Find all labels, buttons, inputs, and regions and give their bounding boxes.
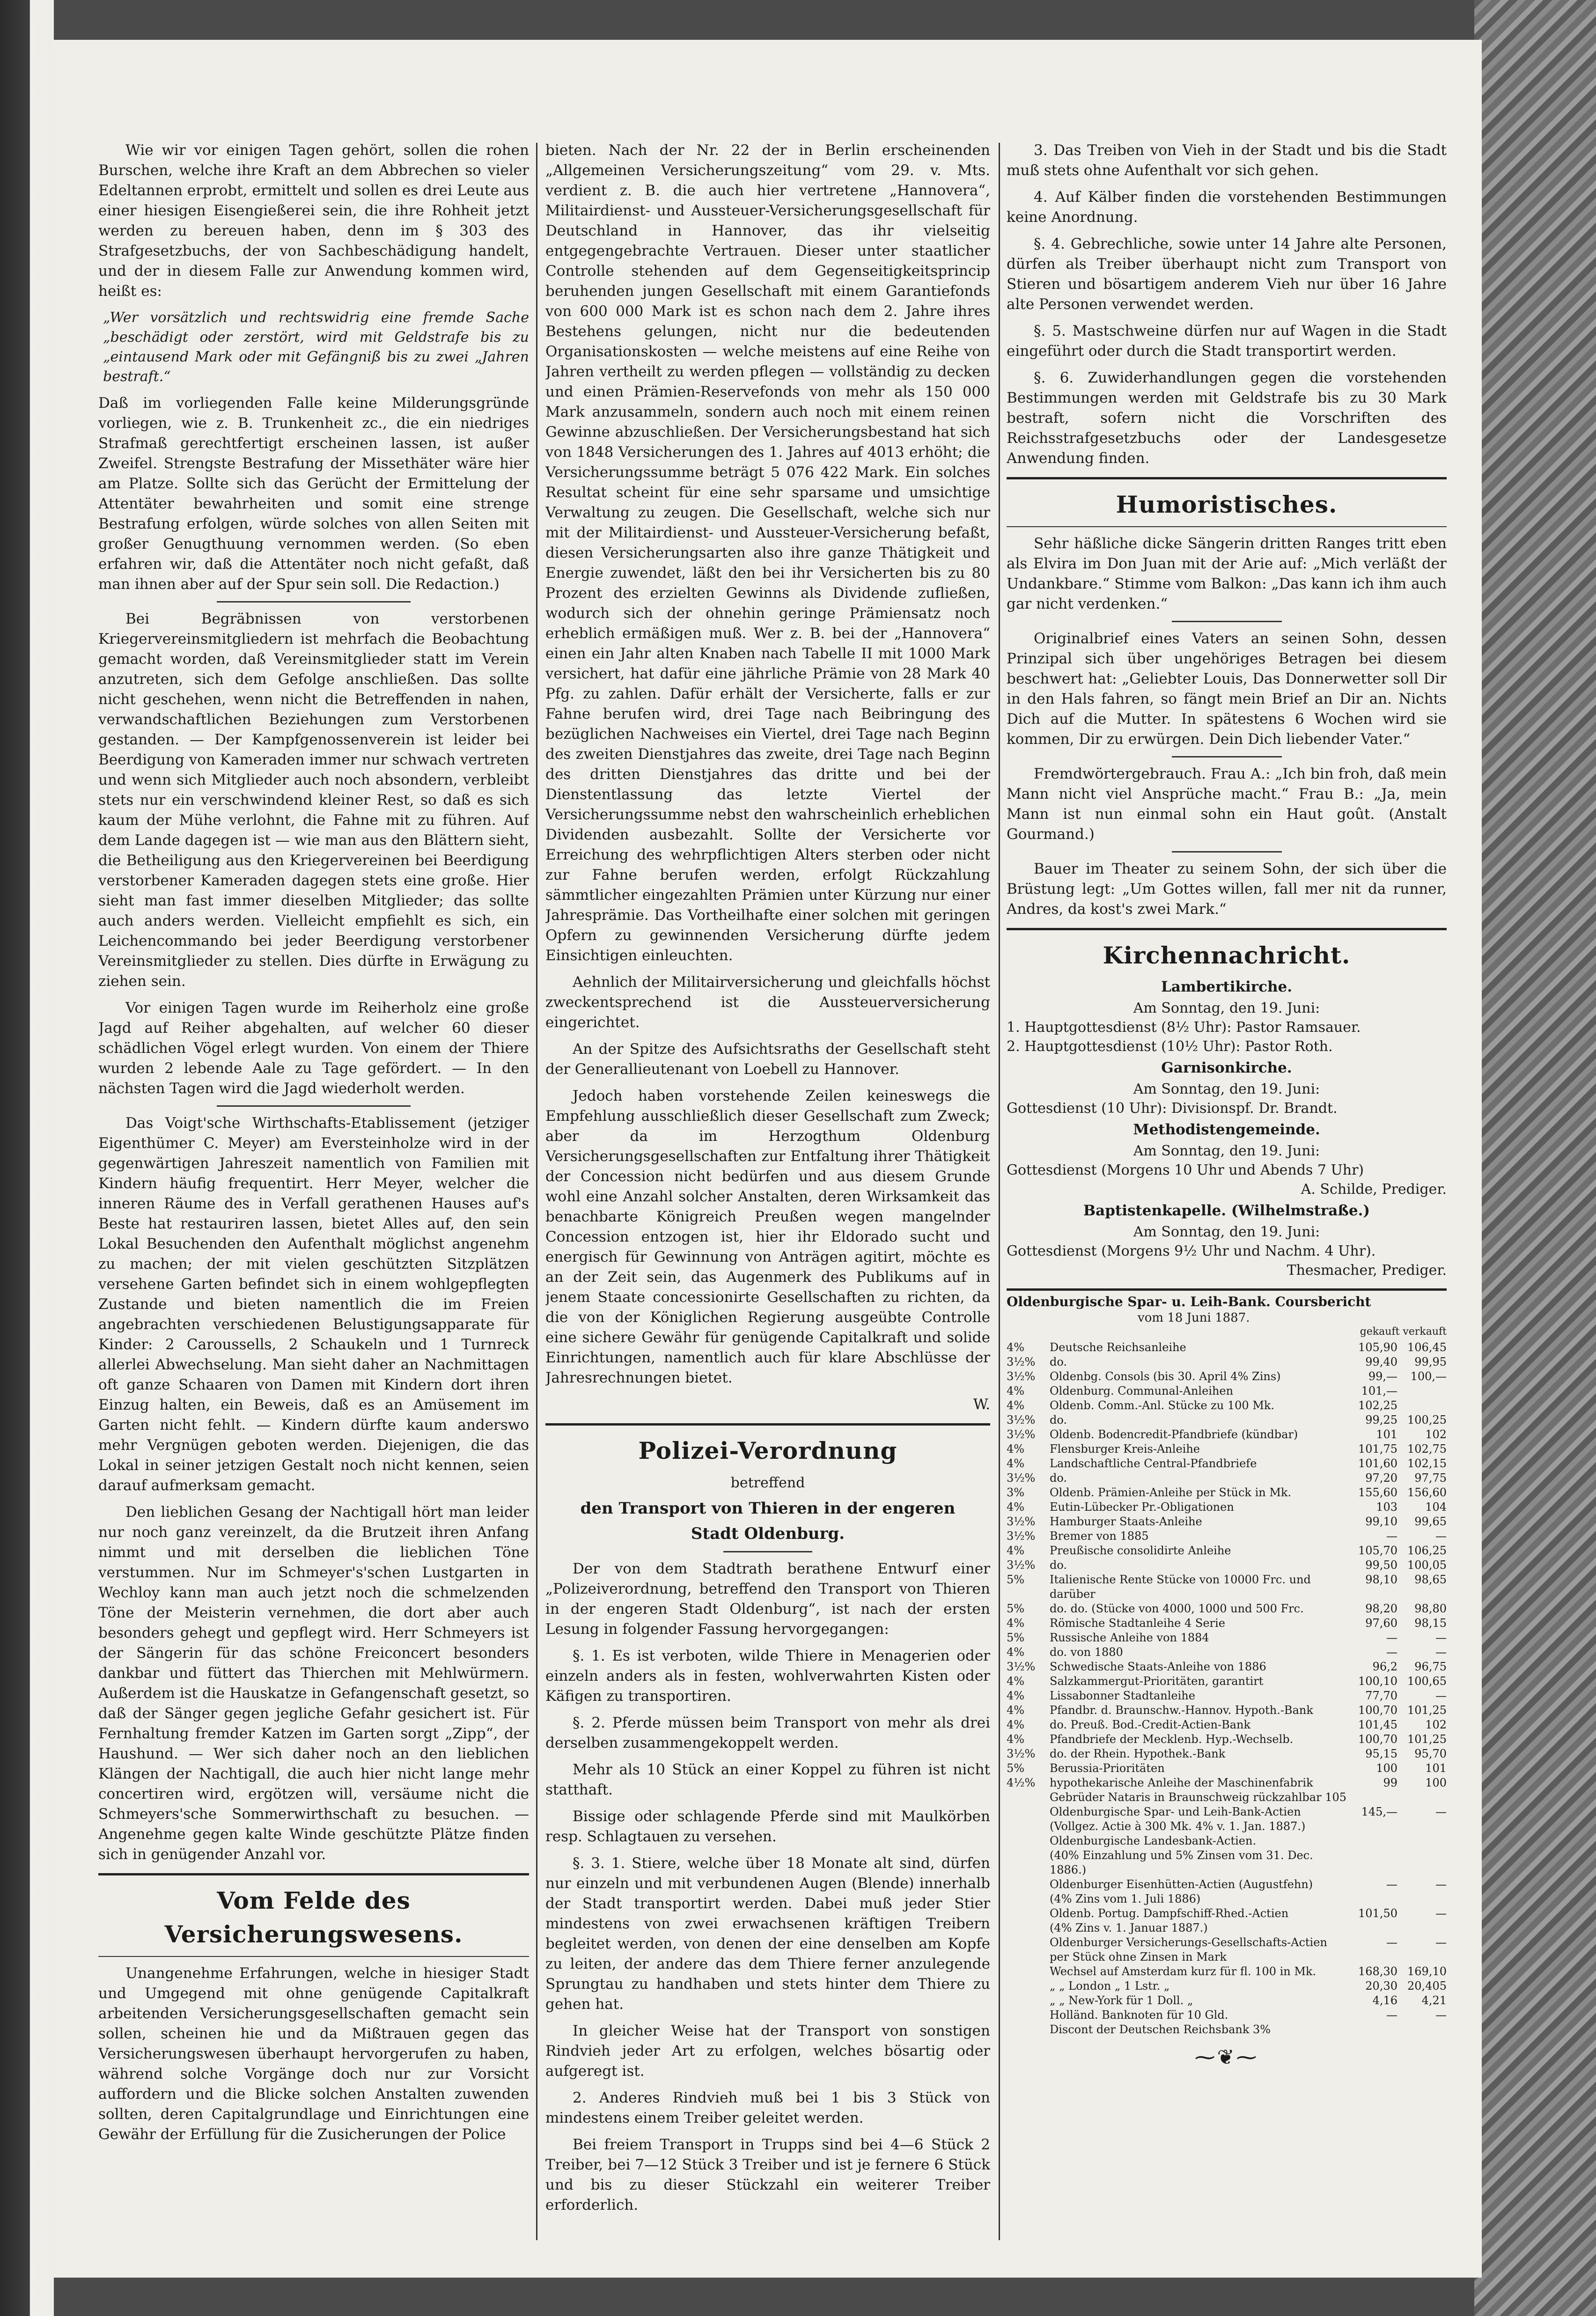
ordinance-intro: Der von dem Stadtrath berathene Entwurf einer „Polizeiverordnung, betreffend den Transport von Thieren in der engeren Stadt Oldenburg“, ist nach der ersten Lesung in folgender Fassung hervorgegangen:: [545, 1560, 990, 1638]
left-page-edge: [0, 0, 54, 2316]
heading-polizei-verordnung: Polizei-Verordnung: [638, 1437, 897, 1464]
kurs-row: [1007, 1718, 1447, 1732]
kurs-bid: 100,10: [1358, 1675, 1397, 1688]
kurs-row: [1007, 1573, 1447, 1602]
kurs-ask: 102: [1425, 1718, 1447, 1731]
column-divider: [536, 143, 537, 2240]
kurs-ask: —: [1435, 1878, 1447, 1891]
kurs-security: Discont der Deutschen Reichsbank 3%: [1050, 2023, 1271, 2036]
kurs-bid: 101,75: [1358, 1442, 1397, 1456]
kurs-ask: [1397, 1819, 1447, 1834]
article-etablissement: Das Voigt'sche Wirthschafts-Etablissement (jetziger Eigenthümer C. Meyer) am Eversteinholze wird in der gegenwärtigen Jahreszeit namentlich von Familien mit Kindern häufig frequentirt. Herr Meyer, welcher die inneren Räume des in Verfall gerathenen Hauses auf's Beste hat restauriren lassen, bietet Alles auf, den sein Lokal Besuchenden den Aufenthalt möglichst angenehm zu machen; der mit vielen geschützten Sitzplätzen versehene Garten befindet sich in einem wohlgepflegten Zustande und bieten namentlich die im Freien angebrachten verschiedenen Belustigungsapparate für Kinder: 2 Caroussells, 2 Schaukeln und 1 Turnreck allerlei Abwechselung. Man sieht daher an Nachmittagen oft ganze Schaaren von Damen mit Kindern dort ihren Einzug halten, ein Beweis, daß es an Amüsement im Garten nicht fehlt. — Kindern dürfte kaum anderswo mehr Vergnügen geboten werden. Diejenigen, die das Lokal in seiner jetzigen Gestalt noch nicht kennen, seien darauf aufmerksam gemacht.: [98, 1115, 529, 1494]
kurs-security: Landschaftliche Central-Pfandbriefe: [1050, 1457, 1257, 1470]
kurs-rate: [1007, 1819, 1050, 1834]
humor-fremdwoerter: Fremdwörtergebrauch. Frau A.: „Ich bin froh, daß mein Mann nicht viel Ansprüche macht.“ Frau B.: „Ja, mein Mann ist nun einmal sohn ein Haut goût. (Anstalt Gourmand.): [1007, 765, 1447, 843]
kurs-ask: —: [1435, 1646, 1447, 1659]
kurs-bid: —: [1386, 2008, 1397, 2022]
kurs-security: Pfandbriefe der Mecklenb. Hyp.-Wechselb.: [1050, 1733, 1294, 1746]
kurs-row: [1007, 1761, 1447, 1776]
kurs-bid: 103: [1376, 1500, 1397, 1514]
church-service: Gottesdienst (Morgens 10 Uhr und Abends 7 Uhr): [1007, 1162, 1364, 1178]
kurs-security: Italienische Rente Stücke von 10000 Frc. und darüber: [1050, 1573, 1311, 1601]
kurs-ask: [1397, 1384, 1447, 1398]
kurs-rate: 3%: [1007, 1486, 1025, 1499]
kurs-security: Oldenb. Bodencredit-Pfandbriefe (kündbar): [1050, 1428, 1298, 1441]
paragraph-aussteuer: Aehnlich der Militairversicherung und gleichfalls höchst zweckentsprechend ist die Aussteuerversicherung eingerichtet.: [545, 974, 990, 1031]
kurs-security: Oldenburger Eisenhütten-Actien (Augustfehn): [1050, 1878, 1313, 1891]
kurs-row: [1007, 1471, 1447, 1485]
ordinance-par-1: §. 1. Es ist verboten, wilde Thiere in Menagerien oder einzeln anders als in festen, wohlverwahrten Kisten oder Käfigen zu transportiren.: [545, 1647, 990, 1705]
ordinance-par-6: §. 6. Zuwiderhandlungen gegen die vorstehenden Bestimmungen werden mit Geldstrafe bis zu 30 Mark bestraft, sofern nicht die Vorschriften des Reichsstrafgesetzbuchs oder der Landesgesetze Anwendung finden.: [1007, 369, 1447, 467]
kurs-bid: [1348, 1834, 1397, 1848]
column-2: [545, 140, 990, 2257]
kurs-security: Schwedische Staats-Anleihe von 1886: [1050, 1660, 1266, 1673]
kurs-rate: 4%: [1007, 1718, 1025, 1731]
kurs-row: [1007, 1935, 1447, 1964]
kurs-bid: [1348, 1848, 1397, 1877]
ordinance-par-3: §. 3. 1. Stiere, welche über 18 Monate alt sind, dürfen nur einzeln und mit verbundenen Augen (Blende) innerhalb der Stadt transportirt werden. Dabei muß jeder Stier mindestens von zwei erwachsenen kräftigen Treibern begleitet werden, von denen der eine denselben am Kopfe zu leiten, der andere das dem Thiere ferner anzulegende Sprungtau zu handhaben und stets hinter dem Thiere zu gehen hat.: [545, 1855, 990, 2013]
kurs-ask: —: [1435, 1529, 1447, 1543]
heading-kirchennachricht: Kirchennachricht.: [1103, 941, 1351, 969]
kurs-rate: 4%: [1007, 1617, 1025, 1630]
kurs-security: do.: [1050, 1413, 1067, 1426]
kurs-security: Flensburger Kreis-Anleihe: [1050, 1442, 1200, 1456]
kurs-security: Bremer von 1885: [1050, 1529, 1149, 1543]
section-rule: [545, 1423, 990, 1426]
church-date: Am Sonntag, den 19. Juni:: [1133, 1143, 1320, 1159]
church-garnison: Garnisonkirche.: [1161, 1059, 1292, 1076]
kurs-bid: 98,10: [1365, 1573, 1397, 1586]
kurs-security: (40% Einzahlung und 5% Zinsen vom 31. Dec. 1886.): [1050, 1849, 1313, 1876]
church-date: Am Sonntag, den 19. Juni:: [1133, 1224, 1320, 1240]
kurs-rate: [1007, 1848, 1050, 1877]
kurs-row: [1007, 1660, 1447, 1674]
kurs-rate: 4%: [1007, 1399, 1025, 1412]
kurs-rate: [1007, 1906, 1050, 1921]
kurs-security: Oldenb. Portug. Dampfschiff-Rhed.-Actien: [1050, 1907, 1289, 1920]
kurs-ask: [1397, 2022, 1447, 2037]
kurs-security: do. do. (Stücke von 4000, 1000 und 500 Frc.: [1050, 1602, 1304, 1615]
kurs-row: [1007, 1442, 1447, 1456]
kurs-ask: 169,10: [1407, 1965, 1447, 1978]
kurs-ask: —: [1435, 1689, 1447, 1702]
kurs-bid: 99,50: [1365, 1559, 1397, 1572]
kurs-row: [1007, 2022, 1447, 2037]
subheading-oldenburg: Stadt Oldenburg.: [691, 1524, 845, 1543]
kurs-ask: 100: [1425, 1776, 1447, 1789]
kurs-ask: —: [1435, 1805, 1447, 1818]
kurs-row: [1007, 1369, 1447, 1384]
kurs-ask: 100,—: [1410, 1370, 1447, 1383]
kurs-ask: 102,15: [1407, 1457, 1447, 1470]
kurs-row: [1007, 1747, 1447, 1761]
ordinance-par-2: §. 2. Pferde müssen beim Transport von mehr als drei derselben zusammengekoppelt werden.: [545, 1714, 990, 1751]
kurs-row: [1007, 1544, 1447, 1558]
kurs-row: [1007, 1631, 1447, 1645]
kurs-rate: 5%: [1007, 1762, 1025, 1775]
kurs-ask: 98,80: [1414, 1602, 1447, 1615]
section-rule: [1007, 477, 1447, 479]
kurs-ask: [1397, 1921, 1447, 1935]
kurs-security: Oldenburg. Communal-Anleihen: [1050, 1384, 1234, 1397]
column-1: [98, 140, 529, 2257]
kurs-ask: 20,405: [1407, 1979, 1447, 1992]
kurs-security: „ „ New-York für 1 Doll. „: [1050, 1994, 1193, 2007]
kurs-bid: 105,90: [1358, 1341, 1397, 1354]
paragraph-empfehlung: Jedoch haben vorstehende Zeilen keineswegs die Empfehlung ausschließlich dieser Gesellschaft zum Zweck; aber da im Herzogthum Oldenburg Versicherungsgesellschaften zur Entfaltung ihrer Thätigkeit der Concession nicht bedürfen und aus diesem Grunde wohl eine Anzahl solcher Anstalten, deren Wirksamkeit das benachbarte Königreich Preußen wegen mangelnder Concession entzogen ist, hier ihr Eldorado sucht und energisch für Gewinnung von Anträgen agitirt, möchte es an der Zeit sein, das Augenmerk des Publikums auf in jenem Staate concessionirte Gesellschaften zu richten, da die von der Königlichen Regierung ausgeübte Controlle eine sichere Gewähr für genügende Capitalkraft und solide Einrichtungen, namentlich auch für klare Abschlüsse der Jahresrechnungen bietet.: [545, 1088, 990, 1386]
section-rule-thin: [98, 1956, 529, 1957]
kurs-security: do. der Rhein. Hypothek.-Bank: [1050, 1747, 1226, 1760]
kurs-row: [1007, 1616, 1447, 1631]
kurs-ask: 4,21: [1421, 1994, 1447, 2007]
kurs-ask: —: [1435, 1936, 1447, 1949]
kurs-bid: 4,16: [1372, 1994, 1397, 2007]
kurs-row: [1007, 1500, 1447, 1515]
kurs-row: [1007, 1602, 1447, 1616]
article-begraebnisse: Bei Begräbnissen von verstorbenen Kriegervereinsmitgliedern ist mehrfach die Beobachtung gemacht worden, daß Vereinsmitglieder statt im Verein anzutreten, sich dem Gefolge anschließen. Das sollte nicht geschehen, wenn nicht die Betreffenden in nahen, verwandschaftlichen Beziehungen zum Verstorbenen gestanden. — Der Kampfgenossenverein ist leider bei Beerdigung von Kameraden immer nur schwach vertreten und wenn sich Mitglieder auch noch absondern, verbleibt stets nur ein verschwindend kleiner Rest, so daß es sich kaum der Mühe verlohnt, die Fahne mit zu führen. Auf dem Lande dagegen ist — wie man aus den Blättern sieht, die Betheiligung aus den Kriegervereinen bei Beerdigung verstorbener Kameraden dagegen stets eine große. Hier sieht man fast immer dieselben Mitglieder; das sollte auch anders werden. Vielleicht empfiehlt es sich, ein Leichencommando bei jeder Beerdigung verstorbener Vereinsmitglieder zu stellen. Dies dürfte in Erwägung zu ziehen sein.: [98, 610, 529, 990]
kurs-row: [1007, 1485, 1447, 1500]
kurs-rate: 3½%: [1007, 1413, 1036, 1426]
kurs-bid: 99,—: [1368, 1370, 1397, 1383]
kurs-row: [1007, 1979, 1447, 1993]
kurs-row: [1007, 1834, 1447, 1848]
kurs-rate: 4%: [1007, 1500, 1025, 1514]
kurs-bid: 99,40: [1365, 1355, 1397, 1368]
kurs-ask: 101: [1425, 1762, 1447, 1775]
church-service: Gottesdienst (10 Uhr): Divisionspf. Dr. Brandt.: [1007, 1100, 1338, 1117]
kurs-row: [1007, 1384, 1447, 1398]
kurs-bid: —: [1386, 1646, 1397, 1659]
kurs-rate: [1007, 1935, 1050, 1964]
kurs-ask: [1397, 1398, 1447, 1413]
kurs-row: [1007, 1355, 1447, 1369]
section-rule: [1007, 928, 1447, 930]
kurs-bid: 100: [1376, 1762, 1397, 1775]
kurs-row: [1007, 1964, 1447, 1979]
kurs-row: [1007, 1515, 1447, 1529]
column-3: [1007, 140, 1447, 2257]
kurs-bid: 101,50: [1358, 1907, 1397, 1920]
kurs-bid: [1348, 2022, 1397, 2037]
article-edeltannen: Wie wir vor einigen Tagen gehört, sollen die rohen Burschen, welche ihre Kraft an dem Abbrechen so vieler Edeltannen erprobt, ermittelt und sollen es drei Leute aus einer hiesigen Eisengießerei sein, die ihre Rohheit jetzt werden zu bereuen haben, denn im § 303 des Strafgesetzbuchs, der von Sachbeschädigung handelt, und der in diesem Falle zur Anwendung kommen wird, heißt es:: [98, 142, 529, 300]
kurs-rate: [1007, 2022, 1050, 2037]
kurs-column-headers: gekauft verkauft: [1360, 1326, 1447, 1338]
kurs-bid: 99,25: [1365, 1413, 1397, 1426]
separator: [217, 1105, 411, 1107]
kurs-security: do.: [1050, 1355, 1067, 1368]
separator: [1172, 621, 1282, 622]
marbled-binding: [1474, 0, 1596, 2316]
kurs-bid: 168,30: [1358, 1965, 1397, 1978]
kurs-security: hypothekarische Anleihe der Maschinenfabrik Gebrüder Nataris in Braunschweig rückzahlbar 105: [1050, 1776, 1346, 1804]
kurs-rate: [1007, 1979, 1050, 1993]
ordinance-par-3f: 4. Auf Kälber finden die vorstehenden Bestimmungen keine Anordnung.: [1007, 189, 1447, 226]
kurs-title: Oldenburgische Spar- u. Leih-Bank. Coursbericht: [1007, 1294, 1371, 1309]
kurs-ask: 102: [1425, 1428, 1447, 1441]
kurs-bid: 145,—: [1361, 1805, 1397, 1818]
kurs-ask: 99,95: [1414, 1355, 1447, 1368]
end-ornament: ⁓❦⁓: [1194, 2045, 1259, 2069]
kurs-bid: 99,10: [1365, 1515, 1397, 1528]
kurs-row: [1007, 1558, 1447, 1573]
kurs-bid: 97,20: [1365, 1471, 1397, 1485]
kurs-rate: [1007, 1834, 1050, 1848]
kurs-bid: 100,70: [1358, 1704, 1397, 1717]
kurs-rate: 3½%: [1007, 1370, 1036, 1383]
kurs-security: Preußische consolidirte Anleihe: [1050, 1544, 1231, 1557]
kurs-table: [1007, 1340, 1447, 2037]
kurs-ask: [1397, 1848, 1447, 1877]
kurs-bid: 101: [1376, 1428, 1397, 1441]
ordinance-par-2c: Bissige oder schlagende Pferde sind mit Maulkörben resp. Schlagtauen zu versehen.: [545, 1808, 990, 1845]
article-versicherung: Unangenehme Erfahrungen, welche in hiesiger Stadt und Umgegend mit ohne genügende Capitalkraft arbeitenden Versicherungsgesellschaften gemacht sein sollen, scheinen hie und da Mißtrauen gegen das Versicherungswesen überhaupt hervorgerufen zu haben, während solche Vorgänge doch nur zur Vorsicht auffordern und die Blicke solchen Anstalten zuwenden sollten, deren Capitalgrundlage und Einrichtungen eine Gewähr der Erfüllung für die Zusicherungen der Police: [98, 1965, 529, 2143]
kurs-ask: 106,45: [1407, 1341, 1447, 1354]
kurs-row: [1007, 1529, 1447, 1544]
kurs-ask: 99,65: [1414, 1515, 1447, 1528]
kurs-security: Oldenburgische Landesbank-Actien.: [1050, 1834, 1257, 1847]
kurs-ask: 96,75: [1414, 1660, 1447, 1673]
ordinance-par-4: §. 4. Gebrechliche, sowie unter 14 Jahre alte Personen, dürfen als Treiber überhaupt nicht zum Transport von Stieren und bösartigem anderem Vieh nur über 16 Jahre alte Personen verwendet werden.: [1007, 235, 1447, 313]
kurs-bid: —: [1386, 1878, 1397, 1891]
kurs-row: [1007, 1674, 1447, 1689]
kurs-security: Hamburger Staats-Anleihe: [1050, 1515, 1202, 1528]
kurs-bid: —: [1386, 1936, 1397, 1949]
kurs-security: Römische Stadtanleihe 4 Serie: [1050, 1617, 1225, 1630]
kurs-rate: 4%: [1007, 1733, 1025, 1746]
church-preacher: A. Schilde, Prediger.: [1301, 1181, 1447, 1198]
kurs-rate: 4%: [1007, 1544, 1025, 1557]
humor-originalbrief: Originalbrief eines Vaters an seinen Sohn, dessen Prinzipal sich über ungehöriges Betragen bei diesem beschwert hat: „Geliebter Louis, Das Donnerwetter soll Dir in den Hals fahren, so fängt mein Brief an Dir an. Nichts Dich auf die Mutter. In spätestens 6 Wochen wird sie kommen, Dir zu erwürgen. Dein Dich liebender Vater.“: [1007, 630, 1447, 748]
kurs-bid: 77,70: [1365, 1689, 1397, 1702]
separator: [1172, 851, 1282, 853]
kurs-rate: [1007, 1892, 1050, 1906]
kurs-ask: 100,25: [1407, 1413, 1447, 1426]
article-nachtigall: Den lieblichen Gesang der Nachtigall hört man leider nur noch ganz vereinzelt, da die Brutzeit ihren Anfang nimmt und mit derselben die lieblichen Töne verstummen. Nur im Schmeyer's'schen Lustgarten in Wechloy kann man auch jetzt noch die schmelzenden Töne der Meisterin vernehmen, die dort aber auch besonders gehegt und gepflegt wird. Herr Schmeyers ist der Sängerin für das schöne Freiconcert besonders dankbar und füttert das Thierchen mit Mehlwürmern. Außerdem ist die Hauskatze in Gefangenschaft gesetzt, so daß der Sänger gegen jegliche Gefahr gesichert ist. Für Fernhaltung fremder Katzen im Garten sorgt „Zipp“, der Haushund. — Wer sich daher noch an den lieblichen Klängen der Nachtigall, die auch hier nicht lange mehr concertiren wird, ergötzen will, versäume nicht die Schmeyers'sche Sommerwirthschaft zu besuchen. — Angenehme gegen kalte Winde geschützte Plätze finden sich in genügender Anzahl vor.: [98, 1504, 529, 1863]
kurs-rate: 4½%: [1007, 1776, 1036, 1789]
kurs-rate: [1007, 1964, 1050, 1979]
kurs-rate: 3½%: [1007, 1428, 1036, 1441]
signature: W.: [973, 1396, 990, 1413]
kurs-security: Oldenburgische Spar- und Leih-Bank-Actien: [1050, 1805, 1301, 1818]
heading-versicherungswesen: Vom Felde des Versicherungswesens.: [164, 1887, 463, 1948]
kurs-bid: 99: [1383, 1776, 1397, 1789]
kurs-ask: 98,15: [1414, 1617, 1447, 1630]
kurs-security: Wechsel auf Amsterdam kurz für fl. 100 in Mk.: [1050, 1965, 1317, 1978]
kurs-security: (Vollgez. Actie à 300 Mk. 4% v. 1. Jan. 1887.): [1050, 1820, 1306, 1833]
article-edeltannen-cont: Daß im vorliegenden Falle keine Milderungsgründe vorliegen, wie z. B. Trunkenheit zc., die ein niedriges Strafmaß gerechtfertigt erscheinen lassen, ist außer Zweifel. Strengste Bestrafung der Missethäter wäre hier am Platze. Sollte sich das Gerücht der Ermittelung der Attentäter bewahrheiten und somit eine strenge Bestrafung erfolgen, würde solches von allen Seiten mit großer Genugthuung vernommen werden. (So eben erfahren wir, daß die Attentäter noch nicht gefaßt, daß man ihnen aber auf der Spur sein soll. Die Redaction.): [98, 395, 529, 593]
kurs-row: [1007, 1993, 1447, 2008]
heading-humoristisches: Humoristisches.: [1116, 491, 1338, 518]
kurs-ask: 98,65: [1414, 1573, 1447, 1586]
kurs-row: [1007, 2008, 1447, 2022]
kurs-row: [1007, 1398, 1447, 1413]
kurs-row: [1007, 1848, 1447, 1877]
church-methodist: Methodistengemeinde.: [1133, 1121, 1320, 1138]
kurs-ask: 100,65: [1407, 1675, 1447, 1688]
ordinance-par-3b: In gleicher Weise hat der Transport von sonstigen Rindvieh jeder Art zu erfolgen, welches bösartig oder aufgeregt ist.: [545, 2022, 990, 2080]
kurs-bid: 100,70: [1358, 1733, 1397, 1746]
kurs-rate: 3½%: [1007, 1515, 1036, 1528]
kurs-security: Salzkammergut-Prioritäten, garantirt: [1050, 1675, 1264, 1688]
kurs-ask: 102,75: [1407, 1442, 1447, 1456]
section-rule-thin: [1007, 526, 1447, 527]
kurs-rate: 3½%: [1007, 1355, 1036, 1368]
kurs-row: [1007, 1776, 1447, 1805]
kurs-security: do. von 1880: [1050, 1646, 1123, 1659]
kurs-rate: 4%: [1007, 1457, 1025, 1470]
subheading-transport: den Transport von Thieren in der engeren: [580, 1499, 956, 1518]
kurs-ask: [1397, 1834, 1447, 1848]
church-service: Gottesdienst (Morgens 9½ Uhr und Nachm. 4 Uhr).: [1007, 1243, 1376, 1259]
kurs-ask: 104: [1425, 1500, 1447, 1514]
kurs-bid: 101,—: [1361, 1384, 1397, 1397]
kurs-ask: —: [1435, 1631, 1447, 1644]
kurs-row: [1007, 1805, 1447, 1819]
kurs-bid: 98,20: [1365, 1602, 1397, 1615]
ordinance-par-3c: 2. Anderes Rindvieh muß bei 1 bis 3 Stück von mindestens einem Treiber geleitet werden.: [545, 2089, 990, 2126]
separator: [1172, 756, 1282, 757]
heading-betreffend: betreffend: [730, 1475, 805, 1491]
kurs-security: Deutsche Reichsanleihe: [1050, 1341, 1186, 1354]
kurs-rate: [1007, 1805, 1050, 1819]
kurs-security: Berussia-Prioritäten: [1050, 1762, 1165, 1775]
kurs-row: [1007, 1340, 1447, 1355]
kurs-ask: 95,70: [1414, 1747, 1447, 1760]
kurs-bid: 20,30: [1365, 1979, 1397, 1992]
kurs-ask: 101,25: [1407, 1704, 1447, 1717]
kurs-rate: 4%: [1007, 1675, 1025, 1688]
kurs-bid: 155,60: [1358, 1486, 1397, 1499]
kurs-security: Oldenb. Prämien-Anleihe per Stück in Mk.: [1050, 1486, 1292, 1499]
kurs-rate: 5%: [1007, 1573, 1025, 1586]
kurs-bid: 101,45: [1358, 1718, 1397, 1731]
kurs-security: do.: [1050, 1471, 1067, 1485]
church-date: Am Sonntag, den 19. Juni:: [1133, 1081, 1320, 1097]
kurs-bid: 101,60: [1358, 1457, 1397, 1470]
kurs-ask: 156,60: [1407, 1486, 1447, 1499]
kurs-rate: [1007, 1877, 1050, 1892]
kurs-rate: 3½%: [1007, 1471, 1036, 1485]
kurs-ask: 101,25: [1407, 1733, 1447, 1746]
kurs-bid: 97,60: [1365, 1617, 1397, 1630]
kurs-security: Oldenburger Versicherungs-Gesellschafts-Actien per Stück ohne Zinsen in Mark: [1050, 1936, 1327, 1963]
kurs-ask: —: [1435, 2008, 1447, 2022]
kurs-rate: 4%: [1007, 1442, 1025, 1456]
kurs-bid: [1348, 1819, 1397, 1834]
column-divider: [999, 143, 1000, 2240]
kurs-security: Oldenb. Comm.-Anl. Stücke zu 100 Mk.: [1050, 1399, 1275, 1412]
kurs-rate: 4%: [1007, 1704, 1025, 1717]
kurs-rate: 5%: [1007, 1602, 1025, 1615]
section-rule: [98, 1873, 529, 1875]
kurs-ask: —: [1435, 1907, 1447, 1920]
kurs-ask: [1397, 1892, 1447, 1906]
kurs-row: [1007, 1877, 1447, 1892]
kurs-rate: 4%: [1007, 1646, 1025, 1659]
section-rule: [1007, 1288, 1447, 1291]
separator: [217, 601, 411, 603]
kurs-rate: 4%: [1007, 1384, 1025, 1397]
kurs-row: [1007, 1413, 1447, 1427]
kurs-rate: [1007, 1921, 1050, 1935]
kurs-rate: 3½%: [1007, 1529, 1036, 1543]
kurs-date: vom 18 Juni 1887.: [1138, 1311, 1250, 1325]
church-preacher: Thesmacher, Prediger.: [1287, 1262, 1447, 1279]
kurs-row: [1007, 1819, 1447, 1834]
kurs-security: Holländ. Banknoten für 10 Gld.: [1050, 2008, 1228, 2022]
kurs-security: Russische Anleihe von 1884: [1050, 1631, 1209, 1644]
church-service: 2. Hauptgottesdienst (10½ Uhr): Pastor Roth.: [1007, 1038, 1333, 1055]
kurs-row: [1007, 1906, 1447, 1921]
kurs-row: [1007, 1427, 1447, 1442]
humor-saengerin: Sehr häßliche dicke Sängerin dritten Ranges tritt eben als Elvira im Don Juan mit der Arie auf: „Mich verläßt der Undankbare.“ Stimme vom Balkon: „Das kann ich ihm auch gar nicht verdenken.“: [1007, 535, 1447, 612]
law-quote: „Wer vorsätzlich und rechtswidrig eine fremde Sache „beschädigt oder zerstört, wird mit Geldstrafe bis zu „eintausend Mark oder mit Gefängniß bis zu zwei „Jahren bestraft.“: [103, 309, 529, 385]
ordinance-par-3d: Bei freiem Transport in Trupps sind bei 4—6 Stück 2 Treiber, bei 7—12 Stück 3 Treiber und ist je fernere 6 Stück und bis zu dieser Stückzahl ein weiterer Treiber erforderlich.: [545, 2136, 990, 2213]
kurs-bid: 96,2: [1372, 1660, 1397, 1673]
kurs-rate: 3½%: [1007, 1747, 1036, 1760]
kurs-bid: [1348, 1921, 1397, 1935]
kurs-bid: 102,25: [1358, 1399, 1397, 1412]
kurs-bid: 105,70: [1358, 1544, 1397, 1557]
church-service: 1. Hauptgottesdienst (8½ Uhr): Pastor Ramsauer.: [1007, 1019, 1361, 1036]
separator: [723, 1551, 812, 1552]
kurs-bid: [1348, 1892, 1397, 1906]
kurs-rate: 5%: [1007, 1631, 1025, 1644]
kurs-row: [1007, 1892, 1447, 1906]
kurs-security: Eutin-Lübecker Pr.-Obligationen: [1050, 1500, 1234, 1514]
ordinance-par-2b: Mehr als 10 Stück an einer Koppel zu führen ist nicht statthaft.: [545, 1761, 990, 1798]
kurs-security: Lissabonner Stadtanleihe: [1050, 1689, 1195, 1702]
humor-bauer: Bauer im Theater zu seinem Sohn, der sich über die Brüstung legt: „Um Gottes willen, fall mer nit da runner, Andres, da kost's zwei Mark.“: [1007, 860, 1447, 918]
kurs-rate: 4%: [1007, 1689, 1025, 1702]
paragraph-aufsichtsrath: An der Spitze des Aufsichtsraths der Gesellschaft steht der Generallieutenant von Loebell zu Hannover.: [545, 1041, 990, 1078]
kurs-rate: 3½%: [1007, 1559, 1036, 1572]
kurs-row: [1007, 1732, 1447, 1747]
kurs-rate: [1007, 2008, 1050, 2022]
ordinance-par-5: §. 5. Mastschweine dürfen nur auf Wagen in die Stadt eingeführt oder durch die Stadt transportirt werden.: [1007, 323, 1447, 360]
church-date: Am Sonntag, den 19. Juni:: [1133, 1000, 1320, 1016]
kurs-bid: —: [1386, 1529, 1397, 1543]
kurs-ask: 100,05: [1407, 1559, 1447, 1572]
church-baptist: Baptistenkapelle. (Wilhelmstraße.): [1083, 1202, 1370, 1219]
kurs-security: do.: [1050, 1559, 1067, 1572]
kurs-rate: 3½%: [1007, 1660, 1036, 1673]
kurs-security: (4% Zins v. 1. Januar 1887.): [1050, 1921, 1208, 1934]
kurs-security: do. Preuß. Bod.-Credit-Actien-Bank: [1050, 1718, 1251, 1731]
church-lamberti: Lambertikirche.: [1161, 978, 1293, 995]
kurs-row: [1007, 1456, 1447, 1471]
kurs-bid: —: [1386, 1631, 1397, 1644]
kurs-ask: 97,75: [1414, 1471, 1447, 1485]
kurs-bid: 95,15: [1365, 1747, 1397, 1760]
newspaper-page: [54, 40, 1482, 2278]
kurs-row: [1007, 1703, 1447, 1718]
kurs-security: „ „ London „ 1 Lstr. „: [1050, 1979, 1170, 1992]
kurs-ask: 106,25: [1407, 1544, 1447, 1557]
kurs-row: [1007, 1689, 1447, 1703]
kurs-row: [1007, 1645, 1447, 1660]
kurs-security: (4% Zins vom 1. Juli 1886): [1050, 1892, 1201, 1905]
kurs-rate: 4%: [1007, 1341, 1025, 1354]
kurs-row: [1007, 1921, 1447, 1935]
kurs-rate: [1007, 1993, 1050, 2008]
kurs-security: Oldenbg. Consols (bis 30. April 4% Zins): [1050, 1370, 1281, 1383]
article-reiherjagd: Vor einigen Tagen wurde im Reiherholz eine große Jagd auf Reiher abgehalten, auf welcher 60 dieser schädlichen Vögel erlegt wurden. Von einem der Thiere wurden 2 lebende Aale zu Tage gefördert. — In den nächsten Tagen wird die Jagd wiederholt werden.: [98, 1000, 529, 1097]
article-versicherung-cont: bieten. Nach der Nr. 22 der in Berlin erscheinenden „Allgemeinen Versicherungszeitung“ vom 29. v. Mts. verdient z. B. die auch hier vertretene „Hannovera“, Militairdienst- und Aussteuer-Versicherungsgesellschaft für Deutschland in Hannover, das ihr vielseitig entgegengebrachte Vertrauen. Dieser unter staatlicher Controlle stehenden auf dem Gegenseitigkeitsprincip beruhenden jungen Gesellschaft mit einem Garantiefonds von 600 000 Mark ist es schon nach dem 2. Jahre ihres Bestehens gelungen, nicht nur die bedeutenden Organisationskosten — welche meistens auf eine Reihe von Jahren vertheilt zu werden pflegen — vollständig zu decken und einen Prämien-Reservefonds von mehr als 150 000 Mark anzusammeln, sondern auch noch mit einem reinen Gewinne abzuschließen. Der Versicherungsbestand hat sich von 1848 Versicherungen des 1. Jahres auf 4013 erhöht; die Versicherungssumme beträgt 5 076 422 Mark. Ein solches Resultat scheint für eine sehr sparsame und umsichtige Verwaltung zu zeugen. Die Gesellschaft, welche sich nur mit der Militairdienst- und Aussteuer-Versicherung befaßt, diesen Versicherungsarten also ihre ganze Thätigkeit und Energie zuwendet, läßt den bei ihr Versicherten bis zu 80 Prozent des erzielten Gewinns als Dividende zufließen, wodurch sich der ohnehin geringe Prämiensatz noch erheblich ermäßigen muß. Wer z. B. bei der „Hannovera“ einen ein Jahr alten Knaben nach Tabelle II mit 1000 Mark versichert, hat dafür eine jährliche Prämie von 28 Mark 40 Pfg. zu zahlen. Dafür erhält der Versicherte, falls er zur Fahne berufen wird, drei Tage nach Beibringung des bezüglichen Nachweises ein Viertel, drei Tage nach Beginn des zweiten Dienstjahres das zweite, drei Tage nach Beginn des dritten Dienstjahres das dritte und bei der Dienstentlassung das letzte Viertel der Versicherungssumme nebst den wahrscheinlich erheblichen Dividenden ausbezahlt. Sollte der Versicherte vor Erreichung des wehrpflichtigen Alters sterben oder nicht zur Fahne berufen werden, erfolgt Rückzahlung sämmtlicher eingezahlten Prämien unter Kürzung nur einer Jahresprämie. Das Vortheilhafte einer solchen mit geringen Opfern zu gewinnenden Versicherung dürfte jedem Einsichtigen einleuchten.: [545, 142, 990, 964]
ordinance-par-3e: 3. Das Treiben von Vieh in der Stadt und bis die Stadt muß stets ohne Aufenthalt vor sich gehen.: [1007, 142, 1447, 179]
kurs-security: Pfandbr. d. Braunschw.-Hannov. Hypoth.-Bank: [1050, 1704, 1313, 1717]
